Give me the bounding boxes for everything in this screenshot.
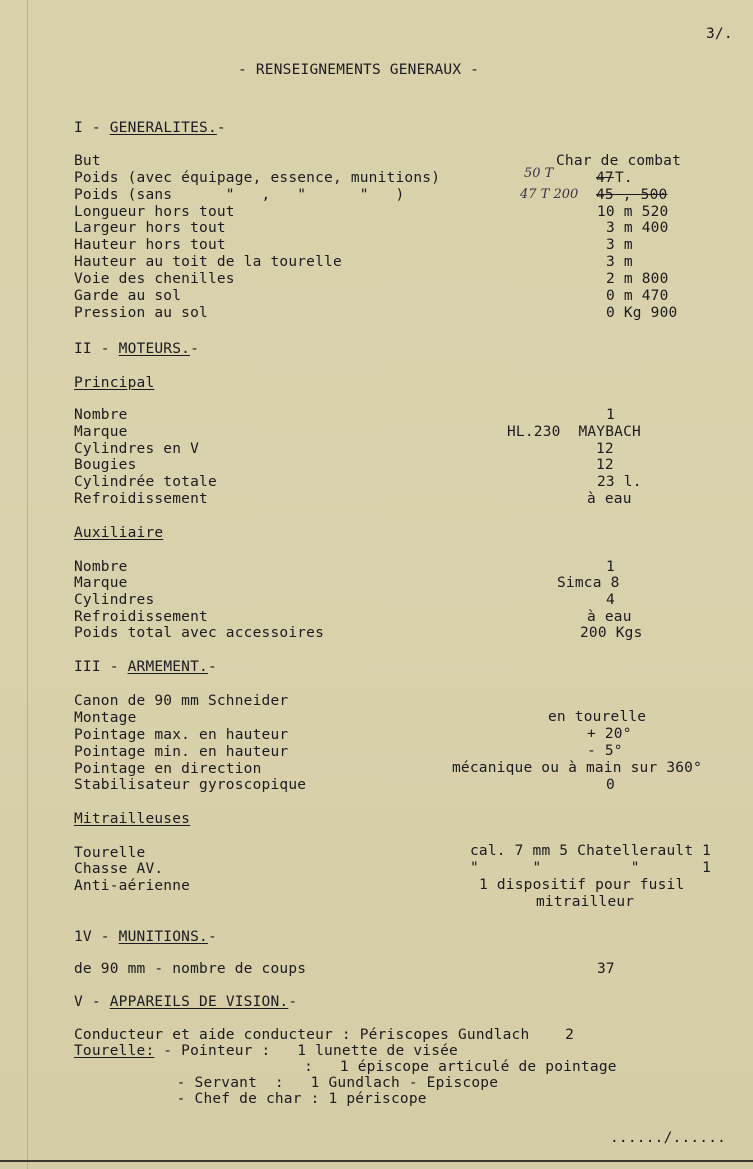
row-value: à eau [587,491,632,507]
row-label: Pointage min. en hauteur [74,744,289,760]
row-label: Chasse AV. [74,861,164,877]
row-label: Bougies [74,457,137,473]
vision-line: - Servant : 1 Gundlach - Episcope [132,1075,499,1091]
section-heading-generalites: I - GENERALITES.- [74,120,226,136]
row-label: Hauteur hors tout [74,237,226,253]
row-label: Cylindres en V [74,441,200,457]
row-label: Pointage en direction [74,761,262,777]
document-title: - RENSEIGNEMENTS GENERAUX - [238,62,480,78]
row-value: 10 m 520 [597,204,669,220]
vision-line: Tourelle: - Pointeur : 1 lunette de visée [74,1043,458,1059]
handwritten-correction: 47 T 200 [520,187,579,202]
row-value: HL.230 MAYBACH [507,424,641,440]
row-label: Tourelle [74,845,146,861]
section-heading-munitions: 1V - MUNITIONS.- [74,929,217,945]
subheading-mitrailleuses: Mitrailleuses [74,811,191,827]
struck-value: 47 [596,170,614,186]
vision-line: Conducteur et aide conducteur : Périscopes Gundlach 2 [74,1027,575,1043]
row-value: en tourelle [548,709,647,725]
row-value: - 5° [587,743,623,759]
row-label: Nombre [74,407,128,423]
row-value: 1 dispositif pour fusil [479,877,685,893]
munitions-label: de 90 mm - nombre de coups [74,961,307,977]
row-label: Largeur hors tout [74,220,226,236]
row-value: 200 Kgs [580,625,643,641]
row-value: à eau [587,609,632,625]
row-label: Montage [74,710,137,726]
row-value: 0 m 470 [606,288,669,304]
row-label: Garde au sol [74,288,182,304]
row-value: cal. 7 mm 5 Chatellerault 1 [470,843,712,859]
row-label: Cylindrée totale [74,474,217,490]
row-value: 3 m [606,254,633,270]
row-value: T. [615,170,633,186]
row-label: Marque [74,575,128,591]
row-value: 1 [606,407,615,423]
row-value: 23 l. [597,474,642,490]
subheading-auxiliaire: Auxiliaire [74,525,164,541]
subheading-principal: Principal [74,375,155,391]
row-value: 0 [606,777,615,793]
handwritten-correction: 50 T [524,166,554,181]
vision-line: : 1 épiscope articulé de pointage [197,1059,617,1075]
row-label: Canon de 90 mm Schneider [74,693,289,709]
row-label: Refroidissement [74,609,208,625]
row-value: 12 [596,457,614,473]
row-value: 3 m 400 [606,220,669,236]
row-label: Nombre [74,559,128,575]
section-heading-moteurs: II - MOTEURS.- [74,341,200,357]
row-label: Refroidissement [74,491,208,507]
margin-line [27,0,28,1169]
row-value: " " " 1 [470,860,712,876]
struck-value: 45 , 500 [596,187,668,203]
row-label: Poids total avec accessoires [74,625,325,641]
row-label: Pression au sol [74,305,208,321]
section-heading-vision: V - APPAREILS DE VISION.- [74,994,298,1010]
row-value: mécanique ou à main sur 360° [452,760,703,776]
row-value: Char de combat [556,153,682,169]
row-value: 4 [606,592,615,608]
munitions-value: 37 [597,961,615,977]
row-value: 1 [606,559,615,575]
bottom-rule [0,1160,753,1162]
row-value: 0 Kg 900 [606,305,678,321]
row-value-continuation: mitrailleur [536,894,635,910]
row-value: 12 [596,441,614,457]
row-label: Pointage max. en hauteur [74,727,289,743]
row-label: Longueur hors tout [74,204,235,220]
row-value: 2 m 800 [606,271,669,287]
vision-line: - Chef de char : 1 périscope [132,1091,427,1107]
row-value: Simca 8 [557,575,620,591]
row-value: 3 m [606,237,633,253]
page-number: 3/. [706,26,733,42]
row-value: + 20° [587,726,632,742]
page-continuation-marker: ....../...... [610,1130,727,1146]
row-label: Stabilisateur gyroscopique [74,777,307,793]
row-label: Poids (avec équipage, essence, munitions) [74,170,441,186]
row-label: Voie des chenilles [74,271,235,287]
row-label: Marque [74,424,128,440]
row-label: Cylindres [74,592,155,608]
row-label: Poids (sans " , " " ) [74,187,405,203]
section-heading-armement: III - ARMEMENT.- [74,659,217,675]
tourelle-label: Tourelle: [74,1043,155,1059]
row-label: Hauteur au toit de la tourelle [74,254,342,270]
row-label: But [74,153,101,169]
row-label: Anti-aérienne [74,878,191,894]
